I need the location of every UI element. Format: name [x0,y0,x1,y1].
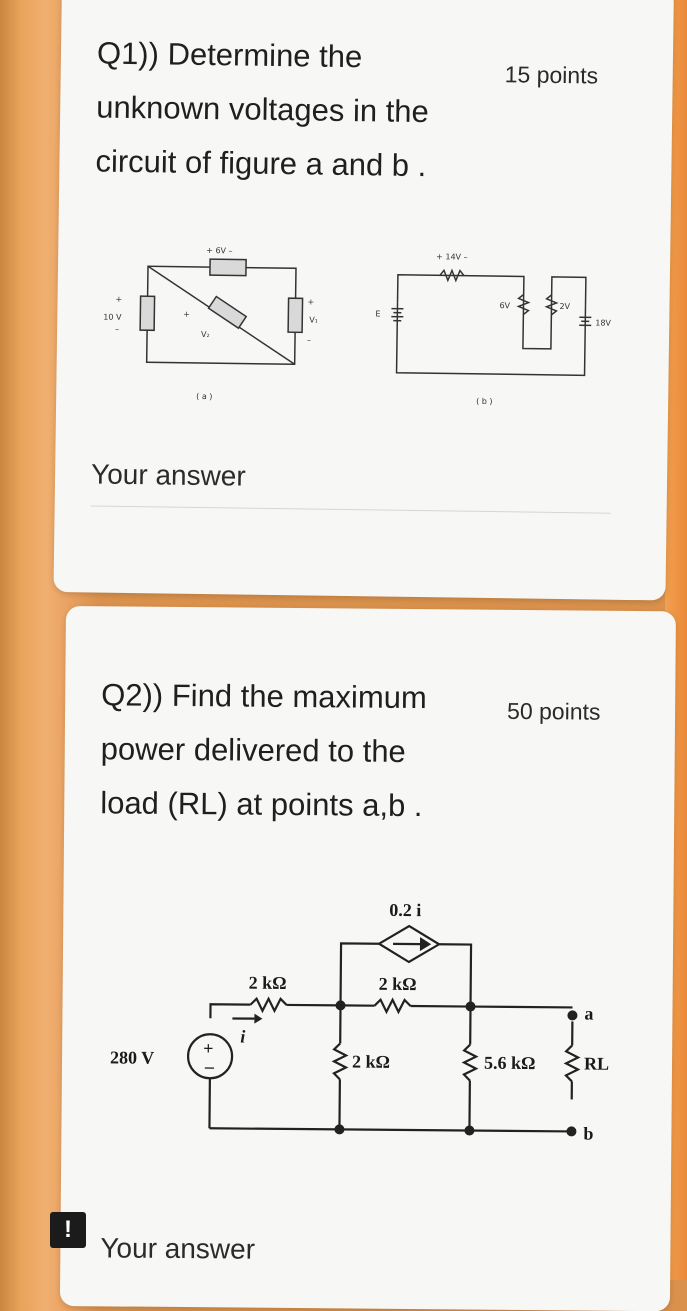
question-1-line-1: Q1)) Determine the [97,26,363,84]
circuit-figure-a [96,236,318,419]
r4-label: 5.6 kΩ [484,1053,536,1073]
fig-b-top-label: + 14V – [436,252,468,261]
circuit-q2 [101,891,623,1176]
r3-label: 2 kΩ [352,1052,390,1072]
question-2-line-2: power delivered to the [101,722,406,779]
svg-text:+: + [183,310,190,319]
svg-text:+: + [115,295,122,304]
question-1-line-2: unknown voltages in the [96,80,429,139]
dep-source-label: 0.2 i [389,900,421,920]
fig-b-caption: ( b ) [476,397,493,406]
svg-text:–: – [115,325,119,334]
node-a-label: a [584,1004,593,1024]
fig-b-2v-label: 2V [559,302,570,311]
fig-a-caption: ( a ) [196,392,212,401]
r2-label: 2 kΩ [379,974,417,994]
circuit-figure-b [372,242,624,425]
source-label: 280 V [110,1047,154,1067]
question-card-1 [53,0,673,600]
fig-b-6v-label: 6V [499,301,510,310]
fig-b-18v-label: 18V [595,318,611,327]
question-1-line-3: circuit of figure a and b . [95,134,427,193]
current-label: i [240,1027,245,1047]
fig-a-v2-label: V₂ [201,330,210,339]
fig-a-v1-label: V₁ [309,315,318,324]
svg-text:+: + [203,1038,213,1058]
question-2-line-3: load (RL) at points a,b . [100,776,423,833]
fig-a-source-label: 10 V [103,313,122,322]
rl-label: RL [584,1054,609,1074]
svg-text:–: – [307,335,311,344]
question-2-points: 50 points [507,698,601,726]
r1-label: 2 kΩ [249,973,287,993]
answer-input-1[interactable] [91,505,611,513]
answer-label-2: Your answer [100,1232,255,1265]
answer-label-1: Your answer [91,458,246,492]
node-b-label: b [583,1124,593,1144]
question-2-line-1: Q2)) Find the maximum [101,668,427,725]
warning-icon: ! [50,1212,86,1248]
fig-b-e-label: E [375,309,380,318]
fig-a-top-label: + 6V – [206,246,232,255]
question-1-points: 15 points [505,61,599,89]
svg-text:+: + [307,297,314,306]
question-card-2 [60,606,676,1311]
svg-text:–: – [204,1056,215,1076]
